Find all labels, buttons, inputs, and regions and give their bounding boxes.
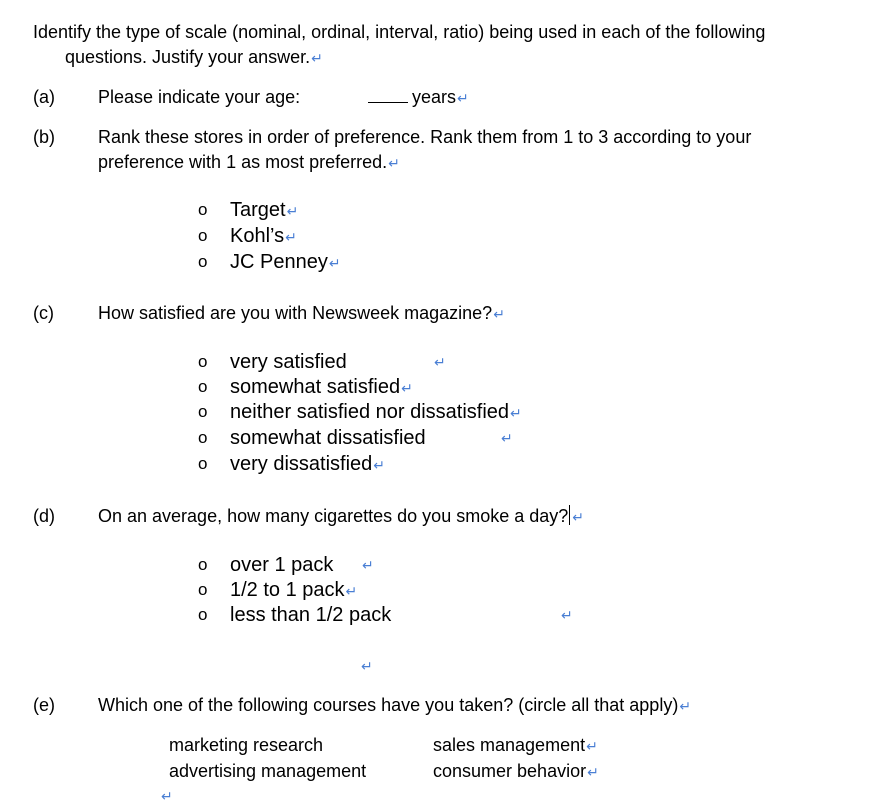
satisfaction-option-2: somewhat satisfied↵ — [230, 375, 413, 400]
bullet-icon: o — [198, 377, 208, 396]
store-option-jcpenney: JC Penney↵ — [230, 250, 341, 275]
paragraph-mark-icon — [329, 255, 341, 271]
answer-blank[interactable] — [368, 86, 408, 103]
question-c-label: (c) — [33, 303, 54, 323]
bullet-icon: o — [198, 555, 208, 574]
question-a-label: (a) — [33, 87, 55, 107]
question-d-label: (d) — [33, 506, 55, 526]
cigarette-option-3: less than 1/2 pack — [230, 604, 392, 626]
bullet-icon: o — [198, 402, 208, 421]
question-c-text: How satisfied are you with Newsweek magazine?↵ — [98, 301, 505, 326]
cigarette-option-2: 1/2 to 1 pack↵ — [230, 578, 357, 603]
paragraph-mark-icon — [679, 698, 691, 714]
satisfaction-option-5: very dissatisfied↵ — [230, 452, 385, 477]
course-consumer-behavior[interactable]: consumer behavior↵ — [433, 759, 599, 784]
instructions-line-2: questions. Justify your answer.↵ — [65, 45, 323, 70]
paragraph-mark-icon — [434, 350, 446, 374]
paragraph-mark-icon — [561, 603, 573, 627]
question-b-line-2: preference with 1 as most preferred.↵ — [98, 150, 400, 175]
paragraph-mark-icon — [161, 784, 173, 808]
bullet-icon: o — [198, 200, 208, 219]
question-e-text: Which one of the following courses have you taken? (circle all that apply)↵ — [98, 693, 691, 718]
paragraph-mark-icon — [587, 764, 599, 780]
instructions-line-1: Identify the type of scale (nominal, ordinal, interval, ratio) being used in each of the following — [33, 22, 766, 42]
cigarette-option-1: over 1 pack — [230, 554, 334, 576]
question-a-text: Please indicate your age: — [98, 87, 301, 107]
course-sales-management[interactable]: sales management↵ — [433, 733, 598, 758]
paragraph-mark-icon — [501, 426, 513, 450]
bullet-icon: o — [198, 454, 208, 473]
paragraph-mark-icon — [362, 553, 374, 577]
satisfaction-option-1: very satisfied — [230, 351, 347, 373]
course-advertising-management[interactable]: advertising management — [169, 761, 367, 781]
bullet-icon: o — [198, 428, 208, 447]
paragraph-mark-icon — [586, 738, 598, 754]
question-b-line-1: Rank these stores in order of preference. Rank them from 1 to 3 according to your — [98, 127, 752, 147]
question-b-label: (b) — [33, 127, 55, 147]
bullet-icon: o — [198, 226, 208, 245]
paragraph-mark-icon — [572, 509, 584, 525]
bullet-icon: o — [198, 352, 208, 371]
paragraph-mark-icon — [361, 654, 373, 678]
paragraph-mark-icon — [285, 229, 297, 245]
course-marketing-research[interactable]: marketing research — [169, 735, 324, 755]
paragraph-mark-icon — [346, 583, 358, 599]
bullet-icon: o — [198, 605, 208, 624]
bullet-icon: o — [198, 252, 208, 271]
paragraph-mark-icon — [311, 50, 323, 66]
question-d-text: On an average, how many cigarettes do you smoke a day?↵ — [98, 504, 584, 529]
paragraph-mark-icon — [373, 457, 385, 473]
question-a-answer: years↵ — [368, 85, 469, 110]
paragraph-mark-icon — [287, 203, 299, 219]
satisfaction-option-3: neither satisfied nor dissatisfied↵ — [230, 400, 522, 425]
bullet-icon: o — [198, 580, 208, 599]
question-e-label: (e) — [33, 695, 55, 715]
store-option-kohls: Kohl’s↵ — [230, 224, 297, 249]
paragraph-mark-icon — [388, 155, 400, 171]
paragraph-mark-icon — [510, 405, 522, 421]
paragraph-mark-icon — [401, 380, 413, 396]
satisfaction-option-4: somewhat dissatisfied — [230, 427, 426, 449]
store-option-target: Target↵ — [230, 198, 298, 223]
text-cursor — [569, 505, 570, 525]
paragraph-mark-icon — [493, 306, 505, 322]
paragraph-mark-icon — [457, 90, 469, 106]
